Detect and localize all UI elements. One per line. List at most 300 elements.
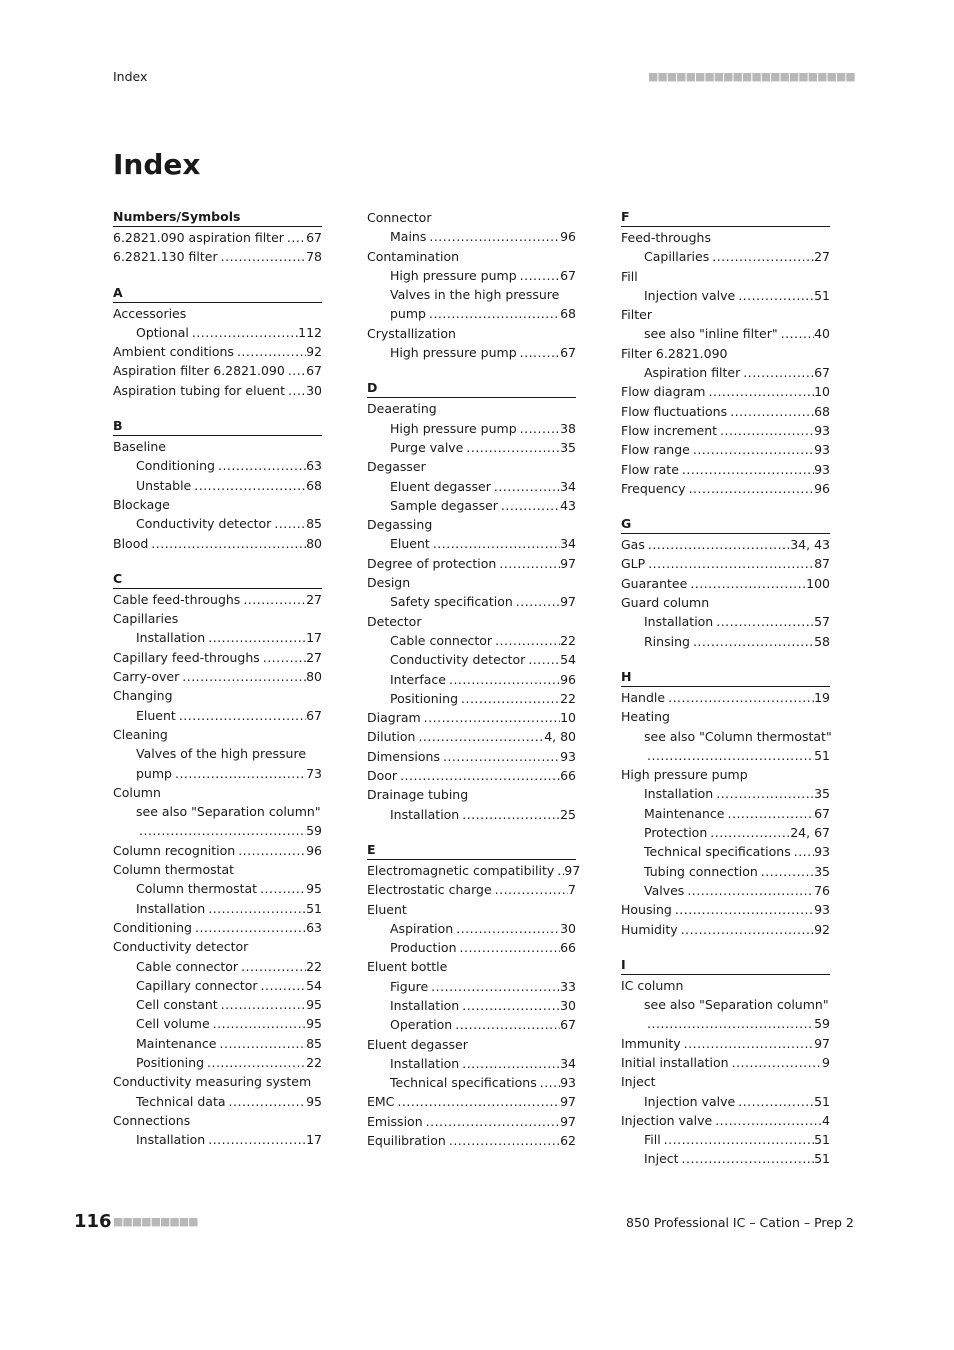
index-entry	[367, 900, 576, 919]
index-subentry	[367, 650, 576, 669]
dot-leader	[428, 977, 560, 996]
index-term: Flow rate	[621, 461, 679, 477]
index-subentry	[367, 227, 576, 246]
index-section	[113, 284, 322, 400]
index-subentry	[113, 476, 322, 495]
index-subentry	[367, 419, 576, 438]
index-term: Changing	[113, 688, 173, 704]
index-subentry	[367, 496, 576, 515]
index-entry	[367, 747, 576, 766]
index-entry	[621, 707, 830, 726]
index-term: Connector	[367, 210, 432, 225]
index-term: Mains	[390, 229, 427, 245]
index-term: Sample degasser	[390, 497, 498, 513]
page-number: 116	[74, 1211, 112, 1232]
index-term: Column	[113, 784, 161, 800]
dot-leader	[457, 938, 561, 957]
page-reference: 30	[560, 997, 576, 1013]
index-subentry	[367, 304, 576, 323]
index-entry	[113, 381, 322, 400]
index-term: IC column	[621, 977, 684, 993]
index-term: Fill	[621, 268, 638, 284]
index-entry	[113, 686, 322, 705]
index-term: Interface	[390, 671, 446, 687]
index-subentry	[621, 823, 830, 842]
index-term: Injection valve	[621, 1112, 713, 1128]
page-reference: 93	[560, 1075, 576, 1091]
index-letter-heading: Numbers/Symbols	[113, 208, 322, 227]
index-subentry	[367, 977, 576, 996]
dot-leader	[727, 402, 814, 421]
dot-leader	[423, 1112, 560, 1131]
index-entry	[367, 515, 576, 534]
dot-leader	[554, 861, 564, 880]
dot-leader	[204, 1053, 306, 1072]
dot-leader	[426, 304, 560, 323]
index-entry	[113, 783, 322, 802]
index-entry	[113, 860, 322, 879]
index-entry	[367, 727, 576, 746]
index-entry	[367, 573, 576, 592]
index-subentry	[367, 938, 576, 957]
dot-leader	[729, 1053, 822, 1072]
index-term: Eluent degasser	[390, 478, 491, 494]
index-entry	[367, 957, 576, 976]
index-term: Technical specifications	[390, 1075, 537, 1091]
footer-decoration: ■■■■■■■■■	[113, 1215, 198, 1228]
dot-leader	[644, 746, 814, 765]
index-subentry	[367, 1015, 576, 1034]
index-term: 6.2821.130 filter	[113, 249, 218, 265]
index-subentry	[367, 534, 576, 553]
index-term: Guarantee	[621, 575, 688, 591]
page-reference: 66	[560, 940, 576, 956]
dot-leader	[686, 479, 815, 498]
index-term: Capillaries	[113, 611, 179, 627]
index-subentry	[367, 592, 576, 611]
dot-leader	[679, 460, 814, 479]
index-subentry	[367, 689, 576, 708]
dot-leader	[496, 554, 560, 573]
index-subentry	[367, 805, 576, 824]
index-letter-heading: H	[621, 668, 830, 687]
index-term: Eluent	[367, 901, 407, 917]
page-reference: 10	[814, 384, 830, 400]
index-section	[621, 208, 830, 498]
index-subentry	[621, 995, 830, 1014]
page-reference: 73	[306, 765, 322, 781]
index-term: Positioning	[390, 690, 458, 706]
index-term: Protection	[644, 825, 708, 841]
index-entry	[367, 766, 576, 785]
dot-leader	[258, 976, 307, 995]
index-column-1	[113, 208, 322, 1149]
index-entry	[113, 725, 322, 744]
page-reference: 67	[306, 363, 322, 379]
index-term: Equilibration	[367, 1133, 446, 1149]
dot-leader	[684, 881, 814, 900]
index-term: Safety specification	[390, 594, 513, 610]
index-term: Blood	[113, 535, 149, 551]
index-term: Flow fluctuations	[621, 403, 728, 419]
dot-leader	[791, 842, 814, 861]
page-reference: 34	[560, 536, 576, 552]
index-section	[621, 668, 830, 939]
dot-leader	[205, 1130, 306, 1149]
page-reference: 97	[560, 1113, 576, 1129]
page-reference: 95	[306, 997, 322, 1013]
index-term: Conductivity detector	[113, 939, 249, 955]
index-term: Door	[367, 768, 398, 784]
dot-leader	[458, 689, 560, 708]
page-reference: 30	[560, 920, 576, 936]
index-term: Inject	[621, 1074, 656, 1090]
dot-leader	[421, 708, 560, 727]
index-term: Eluent	[136, 707, 176, 723]
index-term: Emission	[367, 1113, 423, 1129]
index-term: see also "Column thermostat"	[644, 728, 832, 744]
dot-leader	[205, 899, 306, 918]
index-section	[621, 956, 830, 1169]
index-entry	[113, 590, 322, 609]
page-reference: 87	[814, 556, 830, 572]
index-term: Deaerating	[367, 401, 437, 417]
page-reference: 100	[806, 575, 830, 591]
index-term: Blockage	[113, 496, 170, 512]
index-term: Diagram	[367, 710, 421, 726]
index-term: Conditioning	[113, 919, 192, 935]
index-term: Flow range	[621, 442, 690, 458]
dot-leader	[430, 534, 560, 553]
index-entry	[367, 785, 576, 804]
index-subentry	[113, 323, 322, 342]
index-subentry	[113, 706, 322, 725]
page-reference: 96	[306, 842, 322, 858]
index-term: Injection valve	[644, 1093, 736, 1109]
index-entry	[367, 247, 576, 266]
dot-leader	[492, 631, 560, 650]
index-entry	[113, 841, 322, 860]
page-reference: 96	[560, 229, 576, 245]
page-reference: 22	[306, 958, 322, 974]
index-term: Maintenance	[644, 805, 725, 821]
index-subentry	[113, 1053, 322, 1072]
dot-leader	[725, 804, 815, 823]
page-reference: 95	[306, 1016, 322, 1032]
page-reference: 4	[822, 1112, 830, 1128]
index-subentry	[621, 1149, 830, 1168]
index-entry	[621, 382, 830, 401]
dot-leader	[218, 995, 306, 1014]
index-term: High pressure pump	[390, 267, 517, 283]
page-reference: 27	[306, 591, 322, 607]
page-reference: 27	[814, 249, 830, 265]
dot-leader	[260, 648, 306, 667]
index-letter-heading: C	[113, 570, 322, 589]
index-term: Column thermostat	[136, 881, 258, 897]
dot-leader	[645, 554, 814, 573]
dot-leader	[459, 805, 560, 824]
index-subentry	[113, 744, 322, 763]
index-term: Design	[367, 575, 411, 591]
index-entry	[113, 342, 322, 361]
index-term: Aspiration filter 6.2821.090	[113, 363, 285, 379]
index-term: Capillary connector	[136, 977, 258, 993]
dot-leader	[226, 1092, 307, 1111]
page-reference: 51	[814, 1132, 830, 1148]
index-entry	[367, 612, 576, 631]
dot-leader	[517, 343, 560, 362]
dot-leader	[740, 363, 814, 382]
index-letter-heading: D	[367, 379, 576, 398]
index-term: Figure	[390, 978, 429, 994]
dot-leader	[394, 1092, 560, 1111]
index-letter-heading: I	[621, 956, 830, 975]
index-term: Dimensions	[367, 748, 440, 764]
dot-leader	[491, 477, 560, 496]
index-term: Installation	[136, 1132, 206, 1148]
index-entry	[621, 688, 830, 707]
page-reference: 96	[560, 671, 576, 687]
index-subentry	[621, 286, 830, 305]
page-reference: 67	[560, 345, 576, 361]
index-entry	[113, 361, 322, 380]
index-entry	[621, 900, 830, 919]
page-reference: 40	[814, 326, 830, 342]
index-term: Humidity	[621, 921, 678, 937]
index-term: Unstable	[136, 477, 192, 493]
index-entry	[113, 1111, 322, 1130]
index-section	[621, 515, 830, 651]
page-reference: 33	[560, 978, 576, 994]
dot-leader	[238, 957, 306, 976]
index-entry	[113, 667, 322, 686]
dot-leader	[234, 342, 306, 361]
page-reference: 19	[814, 689, 830, 705]
index-term: Handle	[621, 689, 666, 705]
index-term: Capillary feed-throughs	[113, 649, 260, 665]
index-term: Cable feed-throughs	[113, 591, 241, 607]
page-reference: 38	[560, 420, 576, 436]
index-entry	[621, 1053, 830, 1072]
index-entry	[113, 648, 322, 667]
index-term: Cell constant	[136, 997, 218, 1013]
dot-leader	[678, 920, 814, 939]
index-term: Valves	[644, 882, 685, 898]
running-header-section: Index	[113, 69, 148, 84]
dot-leader	[285, 361, 306, 380]
page-reference: 66	[560, 768, 576, 784]
dot-leader	[735, 286, 814, 305]
page-reference: 85	[306, 516, 322, 532]
index-term: Filter	[621, 307, 652, 323]
index-term: Filter 6.2821.090	[621, 345, 728, 361]
index-term: Fill	[644, 1132, 661, 1148]
dot-leader	[687, 574, 806, 593]
dot-leader	[525, 650, 560, 669]
index-term: Rinsing	[644, 633, 690, 649]
page-reference: 85	[306, 1035, 322, 1051]
index-term: High pressure pump	[390, 345, 517, 361]
index-term: Guard column	[621, 595, 710, 611]
dot-leader	[459, 1054, 560, 1073]
index-entry	[113, 937, 322, 956]
index-term: Housing	[621, 902, 672, 918]
page-reference: 35	[560, 439, 576, 455]
index-subentry	[113, 976, 322, 995]
index-entry	[621, 460, 830, 479]
index-subentry	[367, 438, 576, 457]
page-reference: 51	[814, 1151, 830, 1167]
index-subentry	[621, 632, 830, 651]
index-term: EMC	[367, 1094, 395, 1110]
dot-leader	[513, 592, 560, 611]
page-reference: 54	[560, 652, 576, 668]
index-entry	[367, 1112, 576, 1131]
index-subentry	[113, 1014, 322, 1033]
index-entry	[621, 440, 830, 459]
index-term: Positioning	[136, 1054, 204, 1070]
dot-leader	[459, 996, 560, 1015]
index-term: Inject	[644, 1151, 679, 1167]
index-entry	[621, 402, 830, 421]
dot-leader	[240, 590, 306, 609]
dot-leader	[179, 667, 306, 686]
page-reference: 62	[560, 1133, 576, 1149]
index-subentry	[113, 1130, 322, 1149]
index-term: Tubing connection	[644, 863, 758, 879]
index-subentry	[367, 919, 576, 938]
index-term: Installation	[644, 786, 714, 802]
dot-leader	[735, 1092, 814, 1111]
index-section	[367, 379, 576, 824]
dot-leader	[217, 1034, 307, 1053]
dot-leader	[537, 1073, 560, 1092]
dot-leader	[707, 823, 790, 842]
index-term: Column recognition	[113, 842, 236, 858]
document-title: 850 Professional IC – Cation – Prep 2	[626, 1215, 854, 1230]
page-reference: 63	[306, 458, 322, 474]
page-reference: 35	[814, 786, 830, 802]
index-subentry	[621, 363, 830, 382]
index-entry	[113, 918, 322, 937]
page-reference: 17	[306, 630, 322, 646]
index-term: Degasser	[367, 459, 426, 475]
index-entry	[621, 574, 830, 593]
index-term: Cleaning	[113, 726, 168, 742]
dot-leader	[644, 1014, 814, 1033]
dot-leader	[681, 1034, 814, 1053]
page-reference: 67	[814, 805, 830, 821]
page-reference: 22	[306, 1054, 322, 1070]
index-term: Electrostatic charge	[367, 882, 492, 898]
index-entry	[621, 765, 830, 784]
index-subentry	[113, 957, 322, 976]
page-reference: 22	[560, 690, 576, 706]
dot-leader	[446, 670, 560, 689]
index-term: Frequency	[621, 480, 686, 496]
index-term: Accessories	[113, 305, 187, 321]
dot-leader	[645, 535, 790, 554]
index-term: Technical data	[136, 1093, 226, 1109]
page-reference: 93	[814, 844, 830, 860]
dot-leader	[148, 534, 306, 553]
dot-leader	[257, 879, 306, 898]
index-term: Eluent	[390, 536, 430, 552]
index-entry	[621, 1034, 830, 1053]
dot-leader	[717, 421, 814, 440]
dot-leader	[492, 880, 568, 899]
dot-leader	[758, 862, 814, 881]
page-reference: 78	[306, 249, 322, 265]
index-entry	[621, 228, 830, 247]
index-term: Technical specifications	[644, 844, 791, 860]
index-term: Maintenance	[136, 1035, 217, 1051]
index-subentry	[113, 879, 322, 898]
index-subentry	[113, 821, 322, 840]
header-decoration: ■■■■■■■■■■■■■■■■■■■■■■	[648, 70, 855, 83]
index-term: Valves in the high pressure	[390, 287, 560, 303]
dot-leader	[440, 747, 560, 766]
page-reference: 25	[560, 806, 576, 822]
dot-leader	[210, 1014, 306, 1033]
dot-leader	[452, 1015, 560, 1034]
index-term: Cable connector	[136, 958, 239, 974]
index-subentry	[367, 266, 576, 285]
index-term: pump	[136, 765, 172, 781]
page-reference: 96	[814, 480, 830, 496]
page-reference: 51	[306, 900, 322, 916]
index-term: see also "inline filter"	[644, 326, 778, 342]
index-entry	[621, 267, 830, 286]
index-term: Contamination	[367, 248, 460, 264]
dot-leader	[397, 766, 560, 785]
page-reference: 57	[814, 614, 830, 630]
index-term: Installation	[390, 806, 460, 822]
index-term: Cell volume	[136, 1016, 210, 1032]
index-subentry	[367, 996, 576, 1015]
index-entry	[113, 228, 322, 247]
index-term: pump	[390, 306, 426, 322]
index-term: Initial installation	[621, 1054, 729, 1070]
index-subentry	[621, 804, 830, 823]
index-term: Immunity	[621, 1035, 681, 1051]
dot-leader	[176, 706, 306, 725]
index-subentry	[621, 842, 830, 861]
index-term: see also "Separation column"	[136, 804, 321, 820]
dot-leader	[713, 784, 814, 803]
index-subentry	[621, 727, 830, 746]
dot-leader	[136, 821, 306, 840]
dot-leader	[672, 900, 814, 919]
index-term: Aspiration tubing for eluent	[113, 382, 286, 398]
index-subentry	[621, 881, 830, 900]
page-reference: 95	[306, 881, 322, 897]
index-subentry	[621, 612, 830, 631]
index-term: Installation	[644, 614, 714, 630]
index-term: Drainage tubing	[367, 787, 469, 803]
index-term: Installation	[136, 630, 206, 646]
dot-leader	[192, 918, 306, 937]
index-column-2	[367, 208, 581, 1150]
index-term: Connections	[113, 1112, 191, 1128]
index-section	[113, 208, 322, 267]
page-reference: 93	[814, 461, 830, 477]
dot-leader	[172, 764, 306, 783]
page-reference: 68	[814, 403, 830, 419]
index-entry	[367, 1131, 576, 1150]
index-term: Column thermostat	[113, 862, 235, 878]
